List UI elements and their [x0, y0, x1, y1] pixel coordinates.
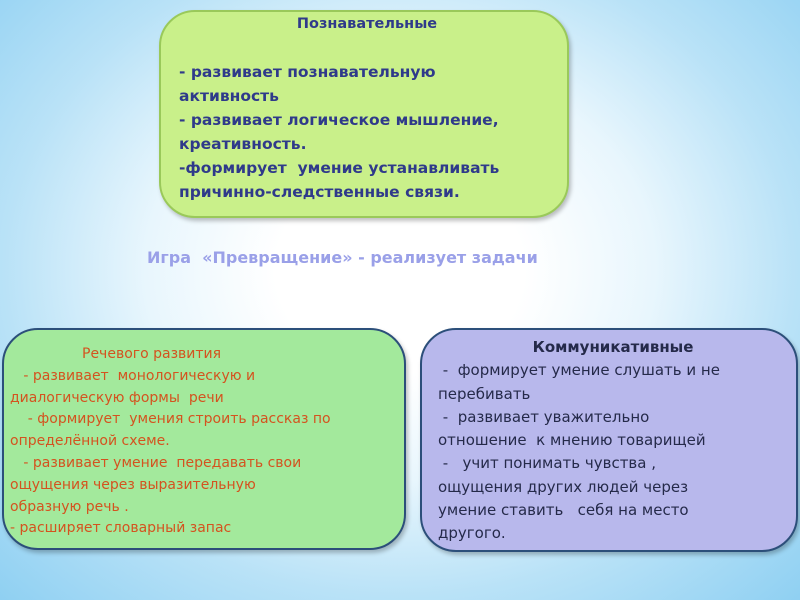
- cognitive-line: активность: [179, 87, 279, 105]
- cognitive-line: креативность.: [179, 135, 307, 153]
- speech-line: образную речь .: [10, 498, 129, 515]
- communicative-line: перебивать: [438, 384, 531, 403]
- communicative-line: ощущения других людей через: [438, 477, 689, 496]
- speech-development-box: [2, 328, 406, 550]
- cognitive-line: причинно-следственные связи.: [179, 183, 460, 201]
- communicative-line: - развивает уважительно: [438, 407, 650, 426]
- speech-line: определённой схеме.: [10, 433, 170, 450]
- cognitive-tasks-box: [159, 10, 569, 218]
- speech-line: ощущения через выразительную: [10, 476, 256, 493]
- speech-line: - развивает монологическую и: [10, 367, 256, 384]
- game-title: Игра «Превращение» - реализует задачи: [147, 248, 538, 267]
- cognitive-line: - развивает познавательную: [179, 63, 436, 81]
- communicative-line: умение ставить себя на место: [438, 501, 689, 520]
- communicative-line: другого.: [438, 524, 506, 543]
- cognitive-line: -формирует умение устанавливать: [179, 159, 500, 177]
- communicative-tasks-box: [420, 328, 798, 552]
- speech-line: - расширяет словарный запас: [10, 520, 232, 537]
- cognitive-line: - развивает логическое мышление,: [179, 111, 499, 129]
- speech-line: - формирует умения строить рассказ по: [10, 411, 331, 428]
- communicative-line: - учит понимать чувства ,: [438, 454, 657, 473]
- communicative-title: Коммуникативные: [532, 338, 694, 356]
- speech-title: Речевого развития: [82, 346, 222, 362]
- communicative-line: - формирует умение слушать и не: [438, 361, 720, 380]
- cognitive-title: Познавательные: [296, 16, 438, 32]
- speech-line: - развивает умение передавать свои: [10, 454, 302, 471]
- communicative-line: отношение к мнению товарищей: [438, 431, 706, 450]
- speech-line: диалогическую формы речи: [10, 389, 224, 406]
- cognitive-line: [179, 36, 555, 60]
